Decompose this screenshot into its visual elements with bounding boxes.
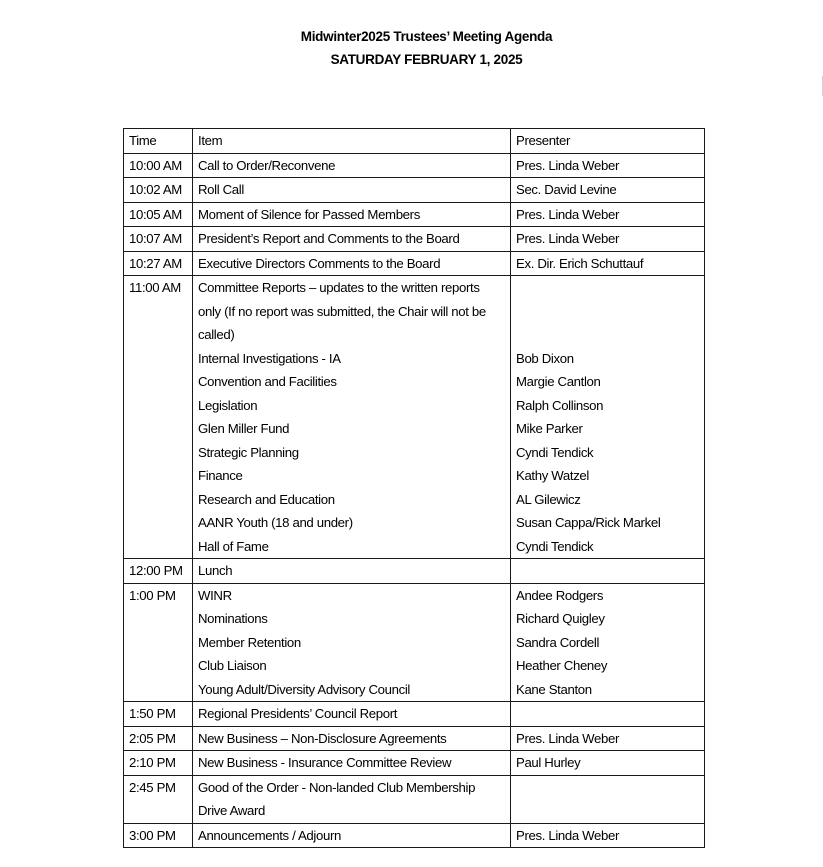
spacer: [516, 300, 699, 324]
winr-items-cell: [193, 583, 511, 702]
winr-presenter: Heather Cheney: [516, 658, 608, 673]
good-of-order-row: [124, 775, 705, 823]
agenda-row: [124, 726, 705, 751]
lunch-row: [124, 559, 705, 584]
committee-item: Legislation: [198, 397, 258, 413]
agenda-table: [123, 128, 705, 848]
row-item: New Business – Non-Disclosure Agreements: [193, 726, 511, 751]
winr-item: Club Liaison: [198, 658, 267, 673]
committee-intro: Committee Reports – updates to the written reports only (If no report was submitted, the Chair will not be called): [198, 280, 486, 342]
winr-presenter: Andee Rodgers: [516, 587, 604, 603]
agenda-row: [124, 178, 705, 203]
agenda-row: [124, 202, 705, 227]
row-item: Announcements / Adjourn: [193, 823, 511, 848]
row-time: 12:00 PM: [124, 559, 193, 584]
row-time: 2:45 PM: [124, 775, 193, 823]
committee-item: Glen Miller Fund: [198, 421, 290, 436]
document-date: SATURDAY FEBRUARY 1, 2025: [330, 52, 523, 67]
row-presenter: Pres. Linda Weber: [511, 227, 705, 252]
agenda-row: [124, 702, 705, 727]
winr-presenters-cell: [511, 583, 705, 702]
time-header: Time: [124, 129, 193, 154]
agenda-row: [124, 751, 705, 776]
row-presenter: Sec. David Levine: [511, 178, 705, 203]
winr-row: [124, 583, 705, 702]
row-item: Moment of Silence for Passed Members: [193, 202, 511, 227]
row-presenter: Ex. Dir. Erich Schuttauf: [511, 251, 705, 276]
committee-presenter: Cyndi Tendick: [516, 444, 594, 460]
committee-presenter: Ralph Collinson: [516, 397, 604, 413]
row-item: Good of the Order - Non-landed Club Membership Drive Award: [193, 775, 511, 823]
spacer: [516, 276, 699, 300]
committee-item: Strategic Planning: [198, 444, 299, 460]
document-header: [0, 25, 823, 71]
row-item: New Business - Insurance Committee Review: [193, 751, 511, 776]
row-time: 2:05 PM: [124, 726, 193, 751]
row-presenter: Pres. Linda Weber: [511, 202, 705, 227]
row-presenter: [511, 775, 705, 823]
row-item: Call to Order/Reconvene: [193, 153, 511, 178]
agenda-row: [124, 153, 705, 178]
committee-reports-row: [124, 276, 705, 559]
row-item: Lunch: [193, 559, 511, 584]
committee-item: AANR Youth (18 and under): [198, 515, 353, 530]
winr-item: Nominations: [198, 611, 268, 626]
row-presenter: Pres. Linda Weber: [511, 823, 705, 848]
presenter-header: Presenter: [511, 129, 705, 154]
row-time: 10:27 AM: [124, 251, 193, 276]
header-row: [124, 129, 705, 154]
committee-item: Convention and Facilities: [198, 374, 337, 389]
committee-presenter: Mike Parker: [516, 421, 583, 436]
row-item: President’s Report and Comments to the Board: [193, 227, 511, 252]
row-time: 10:02 AM: [124, 178, 193, 203]
row-item: Regional Presidents’ Council Report: [193, 702, 511, 727]
winr-item: Member Retention: [198, 634, 301, 650]
row-time: 10:07 AM: [124, 227, 193, 252]
committee-item: Research and Education: [198, 491, 335, 507]
winr-item: Young Adult/Diversity Advisory Council: [198, 681, 410, 697]
committee-presenter: Kathy Watzel: [516, 468, 589, 483]
adjourn-row: [124, 823, 705, 848]
row-item: Executive Directors Comments to the Board: [193, 251, 511, 276]
row-item: Roll Call: [193, 178, 511, 203]
committee-presenter: Susan Cappa/Rick Markel: [516, 515, 661, 530]
row-presenter: Pres. Linda Weber: [511, 726, 705, 751]
committee-presenter: Margie Cantlon: [516, 374, 601, 389]
row-time: 3:00 PM: [124, 823, 193, 848]
winr-item: WINR: [198, 587, 232, 603]
committee-item: Finance: [198, 468, 243, 483]
committee-presenters-cell: [511, 276, 705, 559]
row-time: 2:10 PM: [124, 751, 193, 776]
winr-presenter: Richard Quigley: [516, 611, 605, 626]
row-presenter: Pres. Linda Weber: [511, 153, 705, 178]
row-time: 11:00 AM: [124, 276, 193, 559]
committee-presenter: Cyndi Tendick: [516, 538, 594, 554]
row-presenter: [511, 702, 705, 727]
document-title: Midwinter2025 Trustees’ Meeting Agenda: [300, 29, 553, 44]
row-presenter: Paul Hurley: [511, 751, 705, 776]
item-header: Item: [193, 129, 511, 154]
row-time: 1:00 PM: [124, 583, 193, 702]
row-time: 1:50 PM: [124, 702, 193, 727]
winr-presenter: Kane Stanton: [516, 681, 592, 697]
agenda-row: [124, 251, 705, 276]
row-presenter: [511, 559, 705, 584]
committee-presenter: AL Gilewicz: [516, 491, 581, 507]
committee-items-cell: [193, 276, 511, 559]
agenda-row: [124, 227, 705, 252]
winr-presenter: Sandra Cordell: [516, 634, 600, 650]
committee-item: Internal Investigations - IA: [198, 350, 341, 366]
spacer: [516, 323, 699, 347]
committee-item: Hall of Fame: [198, 538, 269, 554]
committee-presenter: Bob Dixon: [516, 350, 574, 366]
row-time: 10:00 AM: [124, 153, 193, 178]
row-time: 10:05 AM: [124, 202, 193, 227]
